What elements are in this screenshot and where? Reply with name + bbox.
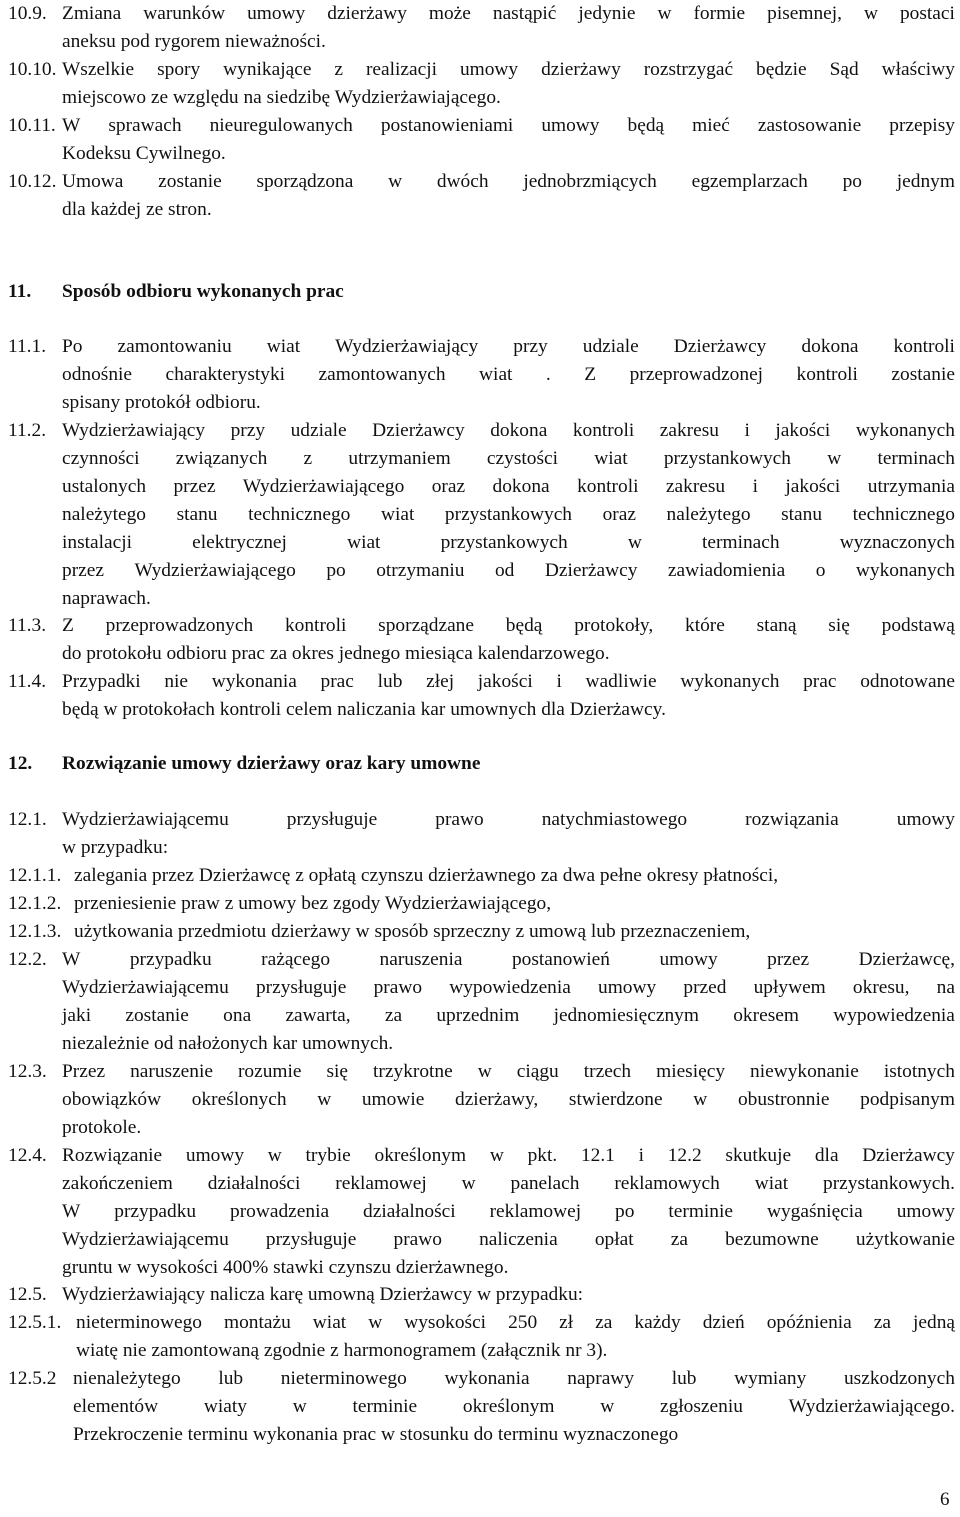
clause-text-line: W przypadku rażącego naruszenia postanowień umowy przez Dzierżawcę, <box>62 949 955 970</box>
clause-number: 11.1. <box>8 336 47 357</box>
clause-number: 12.1.3. <box>8 921 62 942</box>
clause-text-line: przeniesienie praw z umowy bez zgody Wydzierżawiającego, <box>74 893 552 914</box>
clause-number: 11.2. <box>8 420 47 441</box>
clause-text-line: Przez naruszenie rozumie się trzykrotne w ciągu trzech miesięcy niewykonanie istotnych <box>62 1061 955 1082</box>
clause-text-line: miejscowo ze względu na siedzibę Wydzierżawiającego. <box>62 87 501 108</box>
clause-text-line: nienależytego lub nieterminowego wykonania naprawy lub wymiany uszkodzonych <box>73 1368 955 1389</box>
page-number: 6 <box>940 1489 950 1510</box>
clause-text-line: aneksu pod rygorem nieważności. <box>62 31 326 52</box>
clause-text-line: Wszelkie spory wynikające z realizacji umowy dzierżawy rozstrzygać będzie Sąd właściwy <box>62 59 955 80</box>
clause-number: 12.5.2 <box>8 1368 57 1389</box>
clause-text-line: Zmiana warunków umowy dzierżawy może nastąpić jedynie w formie pisemnej, w postaci <box>62 3 955 24</box>
clause-number: 12.1.2. <box>8 893 62 914</box>
clause-number: 12.4. <box>8 1145 47 1166</box>
clause-number: 10.9. <box>8 3 47 24</box>
section-heading: Rozwiązanie umowy dzierżawy oraz kary umowne <box>62 753 481 774</box>
clause-text-line: instalacji elektrycznej wiat przystankowych w terminach wyznaczonych <box>62 532 955 553</box>
clause-text-line: W przypadku prowadzenia działalności reklamowej po terminie wygaśnięcia umowy <box>62 1201 955 1222</box>
clause-text-line: spisany protokół odbioru. <box>62 392 261 413</box>
clause-text-line: Wydzierżawiającemu przysługuje prawo natychmiastowego rozwiązania umowy <box>62 809 955 830</box>
clause-text-line: Wydzierżawiającemu przysługuje prawo naliczenia opłat za bezumowne użytkowanie <box>62 1229 955 1250</box>
section-heading: Sposób odbioru wykonanych prac <box>62 281 344 302</box>
clause-text-line: Kodeksu Cywilnego. <box>62 143 226 164</box>
clause-text-line: dla każdej ze stron. <box>62 199 212 220</box>
clause-text-line: Wydzierżawiający przy udziale Dzierżawcy dokona kontroli zakresu i jakości wykonanych <box>62 420 955 441</box>
clause-number: 12.5. <box>8 1284 47 1305</box>
clause-text-line: gruntu w wysokości 400% stawki czynszu dzierżawnego. <box>62 1257 509 1278</box>
clause-text-line: odnośnie charakterystyki zamontowanych wiat . Z przeprowadzonej kontroli zostanie <box>62 364 955 385</box>
clause-text-line: naprawach. <box>62 588 151 609</box>
clause-number: 10.12. <box>8 171 57 192</box>
clause-text-line: ustalonych przez Wydzierżawiającego oraz dokona kontroli zakresu i jakości utrzymania <box>62 476 955 497</box>
clause-text-line: czynności związanych z utrzymaniem czystości wiat przystankowych w terminach <box>62 448 955 469</box>
clause-text-line: obowiązków określonych w umowie dzierżawy, stwierdzone w obustronnie podpisanym <box>62 1089 955 1110</box>
clause-text-line: zalegania przez Dzierżawcę z opłatą czynszu dzierżawnego za dwa pełne okresy płatności, <box>74 865 779 886</box>
clause-number: 12.2. <box>8 949 47 970</box>
clause-number: 12.1. <box>8 809 47 830</box>
clause-text-line: użytkowania przedmiotu dzierżawy w sposób sprzeczny z umową lub przeznaczeniem, <box>74 921 751 942</box>
clause-number: 11.4. <box>8 671 47 692</box>
clause-text-line: W sprawach nieuregulowanych postanowieniami umowy będą mieć zastosowanie przepisy <box>62 115 955 136</box>
clause-text-line: do protokołu odbioru prac za okres jednego miesiąca kalendarzowego. <box>62 643 610 664</box>
clause-number: 10.10. <box>8 59 57 80</box>
clause-number: 11.3. <box>8 615 47 636</box>
clause-text-line: Wydzierżawiający nalicza karę umowną Dzierżawcy w przypadku: <box>62 1284 584 1305</box>
clause-text-line: protokole. <box>62 1117 142 1138</box>
section-number: 12. <box>8 753 33 774</box>
clause-text-line: będą w protokołach kontroli celem naliczania kar umownych dla Dzierżawcy. <box>62 699 666 720</box>
clause-number: 10.11. <box>8 115 56 136</box>
clause-text-line: Przypadki nie wykonania prac lub złej jakości i wadliwie wykonanych prac odnotowane <box>62 671 955 692</box>
clause-text-line: Umowa zostanie sporządzona w dwóch jednobrzmiących egzemplarzach po jednym <box>62 171 955 192</box>
clause-text-line: Z przeprowadzonych kontroli sporządzane będą protokoły, które staną się podstawą <box>62 615 955 636</box>
clause-text-line: Rozwiązanie umowy w trybie określonym w pkt. 12.1 i 12.2 skutkuje dla Dzierżawcy <box>62 1145 955 1166</box>
section-number: 11. <box>8 281 32 302</box>
clause-text-line: niezależnie od nałożonych kar umownych. <box>62 1033 394 1054</box>
clause-text-line: zakończeniem działalności reklamowej w panelach reklamowych wiat przystankowych. <box>62 1173 955 1194</box>
clause-text-line: Przekroczenie terminu wykonania prac w stosunku do terminu wyznaczonego <box>73 1424 679 1445</box>
clause-number: 12.5.1. <box>8 1312 62 1333</box>
clause-text-line: Wydzierżawiającemu przysługuje prawo wypowiedzenia umowy przed upływem okresu, na <box>62 977 955 998</box>
clause-number: 12.1.1. <box>8 865 62 886</box>
clause-text-line: nieterminowego montażu wiat w wysokości 250 zł za każdy dzień opóźnienia za jedną <box>76 1312 955 1333</box>
clause-text-line: elementów wiaty w terminie określonym w zgłoszeniu Wydzierżawiającego. <box>73 1396 955 1417</box>
clause-text-line: jaki zostanie ona zawarta, za uprzednim jednomiesięcznym okresem wypowiedzenia <box>62 1005 955 1026</box>
clause-text-line: należytego stanu technicznego wiat przystankowych oraz należytego stanu technicznego <box>62 504 955 525</box>
clause-text-line: w przypadku: <box>62 837 169 858</box>
clause-number: 12.3. <box>8 1061 47 1082</box>
clause-text-line: Po zamontowaniu wiat Wydzierżawiający przy udziale Dzierżawcy dokona kontroli <box>62 336 955 357</box>
clause-text-line: wiatę nie zamontowaną zgodnie z harmonogramem (załącznik nr 3). <box>76 1340 608 1361</box>
clause-text-line: przez Wydzierżawiającego po otrzymaniu od Dzierżawcy zawiadomienia o wykonanych <box>62 560 955 581</box>
